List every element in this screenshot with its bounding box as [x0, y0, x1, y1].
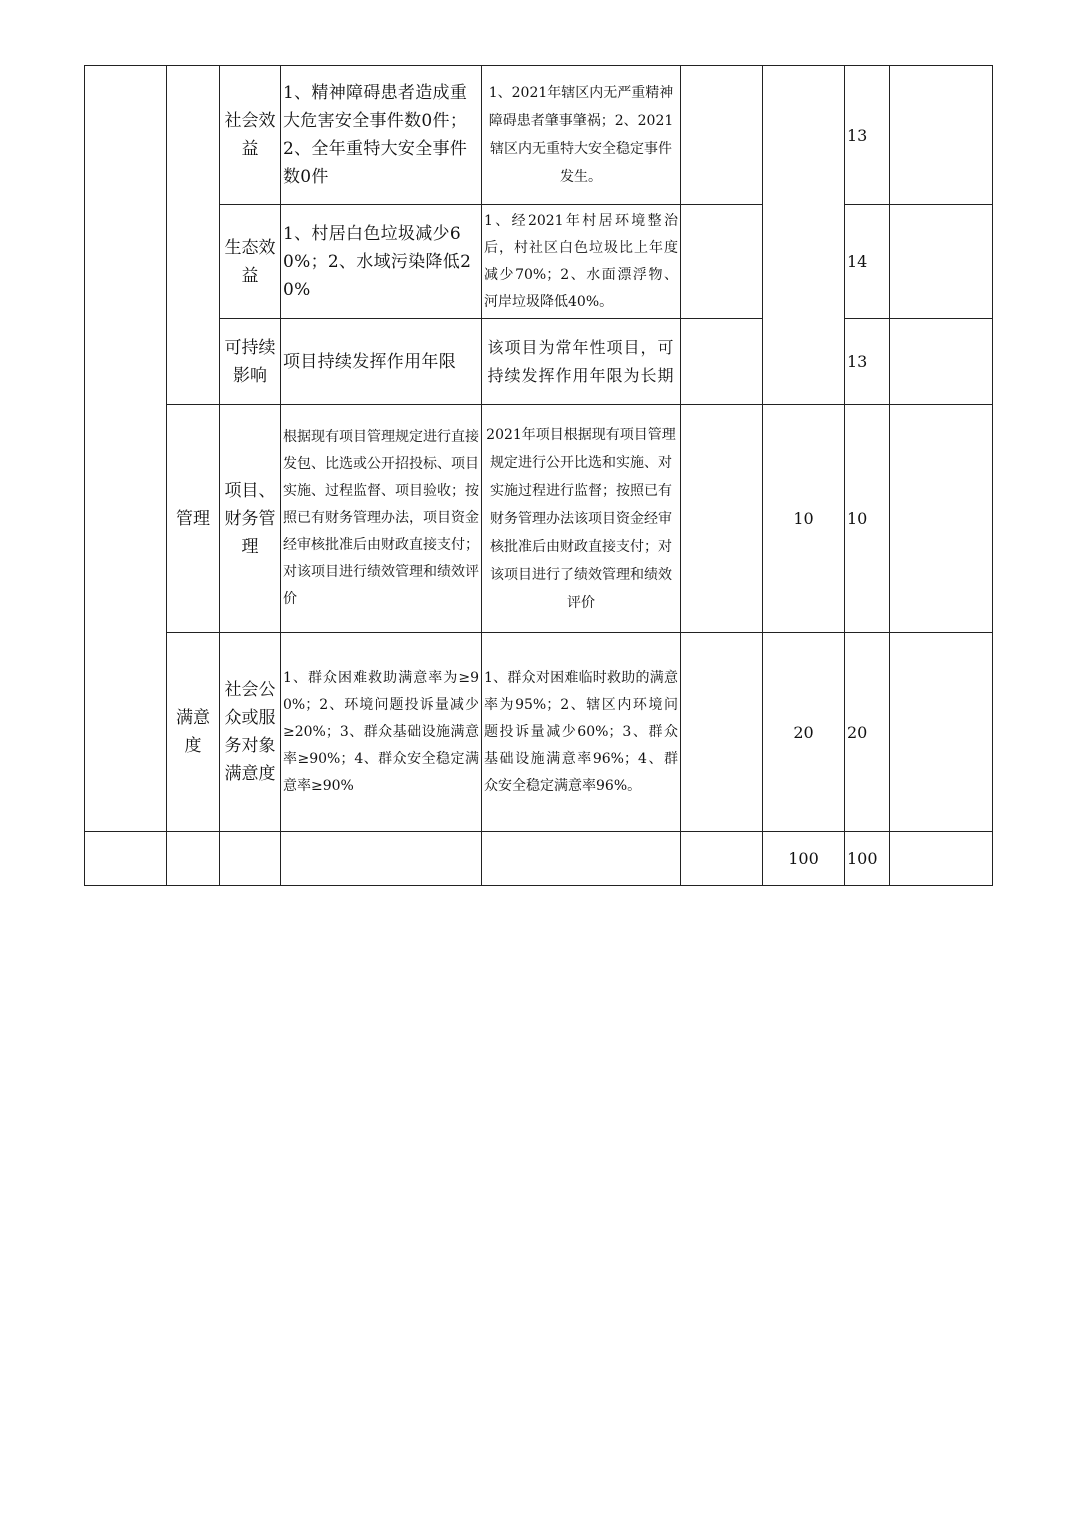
level3-indicator: 社会公众或服务对象满意度 [220, 633, 281, 832]
performance-evaluation-table [84, 65, 993, 886]
total-label-cell [85, 832, 167, 886]
target-value: 1、村居白色垃圾减少60%；2、水域污染降低20% [281, 205, 482, 319]
actual-value: 1、群众对困难临时救助的满意率为95%；2、辖区内环境问题投诉量减少60%；3、群众基础设施满意率96%；4、群众安全稳定满意率96%。 [482, 633, 681, 832]
notes-cell [681, 405, 763, 633]
level1-cell [85, 66, 167, 832]
remark-cell [890, 66, 993, 205]
remark-cell [890, 405, 993, 633]
actual-value: 该项目为常年性项目，可持续发挥作用年限为长期 [482, 319, 681, 405]
level3-indicator: 社会效益 [220, 66, 281, 205]
notes-cell [681, 205, 763, 319]
empty-cell [681, 832, 763, 886]
actual-value: 1、2021年辖区内无严重精神障碍患者肇事肇祸；2、2021辖区内无重特大安全稳定事件发生。 [482, 66, 681, 205]
level3-indicator: 可持续影响 [220, 319, 281, 405]
total-score: 100 [845, 832, 890, 886]
remark-cell [890, 205, 993, 319]
total-weight: 100 [763, 832, 845, 886]
level3-indicator: 项目、财务管理 [220, 405, 281, 633]
notes-cell [681, 66, 763, 205]
weight-cell [763, 205, 845, 319]
empty-cell [220, 832, 281, 886]
weight-cell: 20 [763, 633, 845, 832]
remark-cell [890, 633, 993, 832]
weight-cell: 10 [763, 405, 845, 633]
level2-indicator: 管理 [167, 405, 220, 633]
score-cell: 13 [845, 319, 890, 405]
target-value: 根据现有项目管理规定进行直接发包、比选或公开招投标、项目实施、过程监督、项目验收；按照已有财务管理办法，项目资金经审核批准后由财政直接支付；对该项目进行绩效管理和绩效评价 [281, 405, 482, 633]
total-row [85, 832, 993, 886]
score-cell: 20 [845, 633, 890, 832]
score-cell: 10 [845, 405, 890, 633]
performance-table-page [84, 65, 992, 886]
table-row [85, 405, 993, 633]
level2-cell [167, 66, 220, 405]
empty-cell [482, 832, 681, 886]
weight-cell [763, 319, 845, 405]
target-value: 1、精神障碍患者造成重大危害安全事件数0件；2、全年重特大安全事件数0件 [281, 66, 482, 205]
target-value: 项目持续发挥作用年限 [281, 319, 482, 405]
remark-cell [890, 319, 993, 405]
table-row [85, 319, 993, 405]
table-row [85, 205, 993, 319]
empty-cell [281, 832, 482, 886]
table-row [85, 66, 993, 205]
actual-value: 1、经2021年村居环境整治后，村社区白色垃圾比上年度减少70%；2、水面漂浮物、河岸垃圾降低40%。 [482, 205, 681, 319]
target-value: 1、群众困难救助满意率为≥90%；2、环境问题投诉量减少≥20%；3、群众基础设施满意率≥90%；4、群众安全稳定满意率≥90% [281, 633, 482, 832]
empty-cell [167, 832, 220, 886]
score-cell: 14 [845, 205, 890, 319]
actual-value: 2021年项目根据现有项目管理规定进行公开比选和实施、对实施过程进行监督；按照已有财务管理办法该项目资金经审核批准后由财政直接支付；对该项目进行了绩效管理和绩效评价 [482, 405, 681, 633]
table-row [85, 633, 993, 832]
notes-cell [681, 319, 763, 405]
remark-cell [890, 832, 993, 886]
weight-cell [763, 66, 845, 205]
level2-indicator: 满意度 [167, 633, 220, 832]
notes-cell [681, 633, 763, 832]
level3-indicator: 生态效益 [220, 205, 281, 319]
score-cell: 13 [845, 66, 890, 205]
